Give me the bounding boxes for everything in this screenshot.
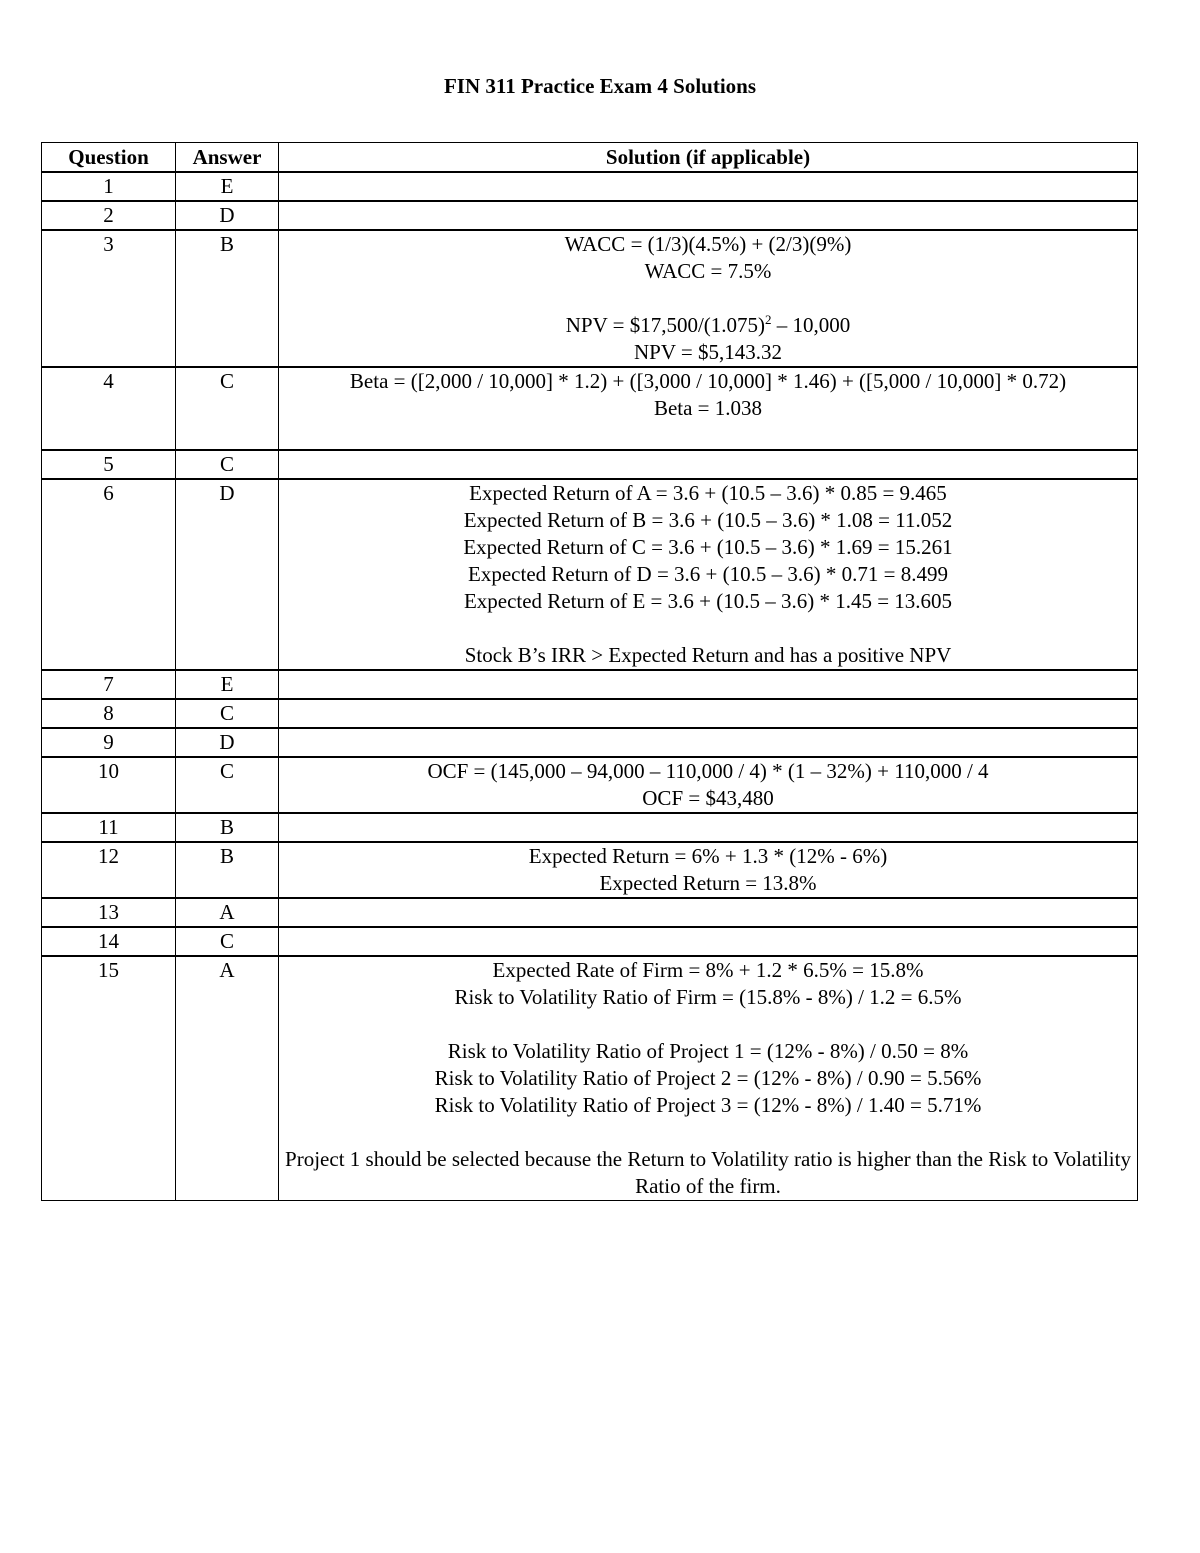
- solution-line: Expected Return = 6% + 1.3 * (12% - 6%): [528, 844, 888, 868]
- question-number: 2: [42, 201, 176, 230]
- table-row: [42, 842, 1138, 898]
- solution-cell: [279, 230, 1138, 367]
- solution-line: [283, 285, 1133, 312]
- question-number: 14: [42, 927, 176, 956]
- solution-column-header: Solution (if applicable): [279, 143, 1138, 173]
- question-number: 15: [42, 956, 176, 1201]
- solution-line: Expected Return of C = 3.6 + (10.5 – 3.6) * 1.69 = 15.261: [463, 535, 953, 559]
- solution-cell: [279, 670, 1138, 699]
- answer-column-header: Answer: [176, 143, 279, 173]
- answer-letter: C: [176, 699, 279, 728]
- solution-line: Expected Return of B = 3.6 + (10.5 – 3.6) * 1.08 = 11.052: [463, 508, 953, 532]
- solution-line: [283, 312, 1133, 339]
- solution-line: [283, 1119, 1133, 1146]
- solution-cell: [279, 201, 1138, 230]
- solution-cell: [279, 956, 1138, 1201]
- question-number: 4: [42, 367, 176, 450]
- table-row: [42, 757, 1138, 813]
- table-row: [42, 367, 1138, 450]
- solution-line: Project 1 should be selected because the Return to Volatility ratio is higher than the Risk to Volatility Ratio of the firm.: [285, 1147, 1131, 1198]
- question-number: 5: [42, 450, 176, 479]
- answer-letter: C: [176, 367, 279, 450]
- solution-line: Risk to Volatility Ratio of Project 2 = (12% - 8%) / 0.90 = 5.56%: [434, 1066, 982, 1090]
- question-number: 11: [42, 813, 176, 842]
- table-row: [42, 172, 1138, 201]
- table-row: [42, 450, 1138, 479]
- table-row: [42, 201, 1138, 230]
- exponent: 2: [765, 312, 772, 327]
- answer-letter: A: [176, 956, 279, 1201]
- solution-cell: [279, 172, 1138, 201]
- answer-letter: D: [176, 728, 279, 757]
- solution-cell: [279, 842, 1138, 898]
- solution-cell: [279, 699, 1138, 728]
- solution-line: WACC = (1/3)(4.5%) + (2/3)(9%): [564, 232, 852, 256]
- answer-letter: C: [176, 757, 279, 813]
- solution-line: Beta = 1.038: [653, 396, 763, 420]
- solution-cell: [279, 479, 1138, 670]
- solution-line: [283, 1011, 1133, 1038]
- question-number: 10: [42, 757, 176, 813]
- answer-letter: E: [176, 172, 279, 201]
- question-number: 7: [42, 670, 176, 699]
- solution-line: OCF = $43,480: [642, 786, 774, 810]
- solutions-table: [41, 142, 1138, 1201]
- solution-line: Stock B’s IRR > Expected Return and has a positive NPV: [464, 643, 952, 667]
- solution-cell: [279, 898, 1138, 927]
- table-header: [42, 143, 1138, 173]
- solution-line: Expected Rate of Firm = 8% + 1.2 * 6.5% = 15.8%: [492, 958, 924, 982]
- table-row: [42, 813, 1138, 842]
- table-body: [42, 172, 1138, 1201]
- answer-letter: D: [176, 479, 279, 670]
- solution-cell: [279, 450, 1138, 479]
- solution-line: OCF = (145,000 – 94,000 – 110,000 / 4) * (1 – 32%) + 110,000 / 4: [427, 759, 989, 783]
- answer-letter: B: [176, 842, 279, 898]
- table-row: [42, 956, 1138, 1201]
- table-row: [42, 230, 1138, 367]
- solution-text: – 10,000: [771, 313, 851, 337]
- question-number: 12: [42, 842, 176, 898]
- solution-cell: [279, 927, 1138, 956]
- solution-cell: [279, 728, 1138, 757]
- solution-cell: [279, 757, 1138, 813]
- solution-line: [283, 615, 1133, 642]
- solution-line: Expected Return = 13.8%: [599, 871, 817, 895]
- solution-line: NPV = $5,143.32: [634, 340, 782, 364]
- question-number: 3: [42, 230, 176, 367]
- table-row: [42, 898, 1138, 927]
- table-row: [42, 927, 1138, 956]
- header-row: [42, 143, 1138, 173]
- solution-cell: [279, 813, 1138, 842]
- question-number: 13: [42, 898, 176, 927]
- answer-letter: B: [176, 813, 279, 842]
- page-title: FIN 311 Practice Exam 4 Solutions: [443, 74, 757, 98]
- solution-line: Beta = ([2,000 / 10,000] * 1.2) + ([3,000 / 10,000] * 1.46) + ([5,000 / 10,000] * 0.72): [349, 369, 1067, 393]
- answer-letter: B: [176, 230, 279, 367]
- question-number: 1: [42, 172, 176, 201]
- solution-line: WACC = 7.5%: [644, 259, 772, 283]
- question-number: 6: [42, 479, 176, 670]
- solution-line: Expected Return of A = 3.6 + (10.5 – 3.6) * 0.85 = 9.465: [469, 481, 947, 505]
- table-row: [42, 728, 1138, 757]
- answer-letter: C: [176, 450, 279, 479]
- answer-letter: E: [176, 670, 279, 699]
- table-row: [42, 479, 1138, 670]
- solution-cell: [279, 367, 1138, 450]
- question-number: 9: [42, 728, 176, 757]
- solution-line: Expected Return of E = 3.6 + (10.5 – 3.6) * 1.45 = 13.605: [463, 589, 953, 613]
- solution-line: Expected Return of D = 3.6 + (10.5 – 3.6) * 0.71 = 8.499: [468, 562, 948, 586]
- solution-line: [283, 422, 1133, 449]
- solution-text: NPV = $17,500/(1.075): [565, 313, 766, 337]
- answer-letter: A: [176, 898, 279, 927]
- solution-line: Risk to Volatility Ratio of Project 3 = (12% - 8%) / 1.40 = 5.71%: [434, 1093, 982, 1117]
- answer-letter: D: [176, 201, 279, 230]
- question-number: 8: [42, 699, 176, 728]
- answer-letter: C: [176, 927, 279, 956]
- question-column-header: Question: [42, 143, 176, 173]
- solution-line: Risk to Volatility Ratio of Project 1 = (12% - 8%) / 0.50 = 8%: [447, 1039, 969, 1063]
- table-row: [42, 699, 1138, 728]
- solution-line: Risk to Volatility Ratio of Firm = (15.8% - 8%) / 1.2 = 6.5%: [454, 985, 962, 1009]
- table-row: [42, 670, 1138, 699]
